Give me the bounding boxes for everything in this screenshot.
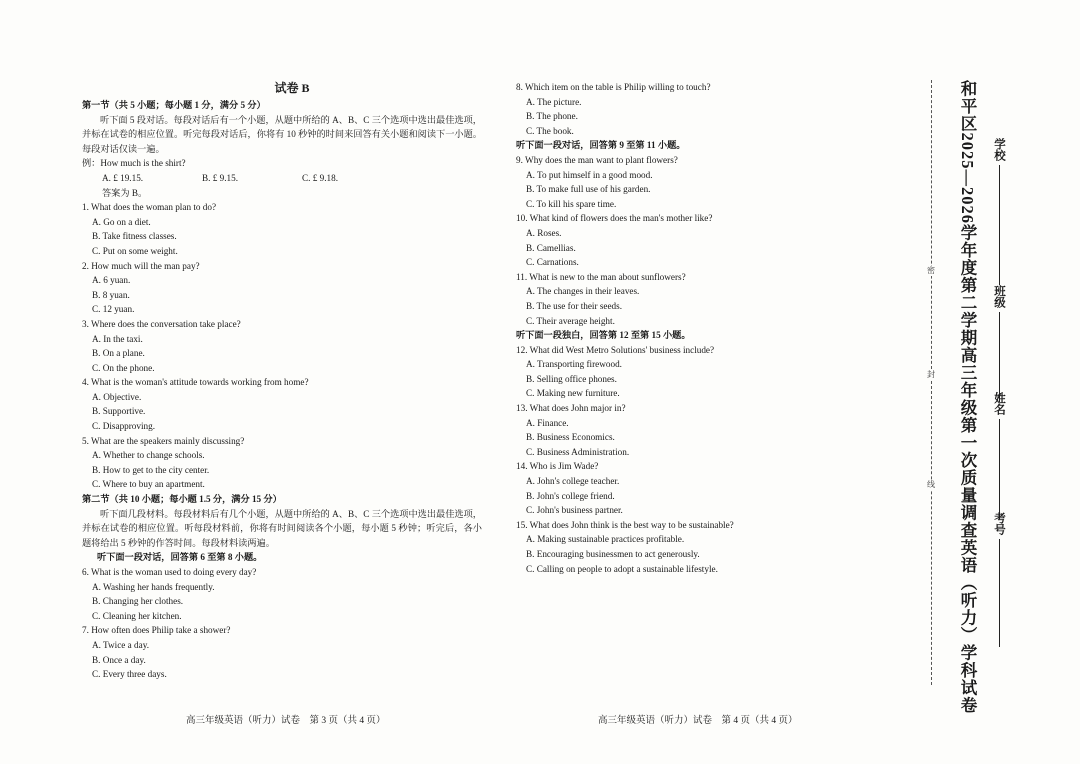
- q9-option-c: C. To kill his spare time.: [526, 198, 617, 209]
- example-options: [82, 171, 482, 186]
- school-field: [993, 138, 1005, 285]
- paper-title: 试卷 B: [274, 81, 310, 95]
- section2-heading: 第二节（共 10 小题；每小题 1.5 分，满分 15 分）: [82, 494, 282, 505]
- question-15: 15. What does John think is the best way to be sustainable?: [516, 519, 734, 530]
- section1-heading: 第一节（共 5 小题；每小题 1 分，满分 5 分）: [82, 100, 266, 110]
- q14-option-c: C. John's business partner.: [526, 505, 623, 516]
- seal-mark-feng: 封: [927, 370, 935, 379]
- example-option-a: A. £ 19.15.: [102, 172, 144, 183]
- q1-option-c: C. Put on some weight.: [92, 245, 178, 256]
- middle-column: [516, 80, 846, 576]
- q5-option-a: A. Whether to change schools.: [92, 450, 205, 461]
- q2-option-b: B. 8 yuan.: [92, 289, 130, 300]
- q7-option-c: C. Every three days.: [92, 669, 167, 680]
- q14-option-a: A. John's college teacher.: [526, 476, 620, 487]
- school-blank[interactable]: [999, 165, 1000, 285]
- q10-option-b: B. Camellias.: [526, 242, 576, 253]
- question-12: 12. What did West Metro Solutions' business include?: [516, 344, 715, 355]
- q12-option-a: A. Transporting firewood.: [526, 359, 622, 370]
- q12-option-c: C. Making new furniture.: [526, 388, 620, 399]
- section2-instructions: 听下面几段材料。每段材料后有几个小题，从题中所给的 A、B、C 三个选项中选出最佳选项，并标在试卷的相应位置。听每段材料前，你将有时间阅读各个小题，每小题 5 秒钟；听完后，各小题将给出 5 秒钟的作答时间。每段材料读两遍。: [82, 508, 482, 548]
- q11-option-c: C. Their average height.: [526, 315, 615, 326]
- dialog-9-11-heading: 听下面一段对话，回答第 9 至第 11 小题。: [516, 140, 686, 151]
- seal-mark-xian: 线: [927, 480, 935, 489]
- question-2: 2. How much will the man pay?: [82, 260, 200, 271]
- question-4: 4. What is the woman's attitude towards working from home?: [82, 377, 309, 388]
- question-11: 11. What is new to the man about sunflowers?: [516, 271, 686, 282]
- exam-number-blank[interactable]: [999, 539, 1000, 647]
- page-footer-right: 高三年级英语（听力）试卷 第 4 页（共 4 页）: [598, 716, 798, 726]
- question-13: 13. What does John major in?: [516, 403, 626, 414]
- question-9: 9. Why does the man want to plant flowers?: [516, 154, 678, 165]
- q3-option-c: C. On the phone.: [92, 362, 155, 373]
- q15-option-a: A. Making sustainable practices profitable.: [526, 534, 685, 545]
- question-7: 7. How often does Philip take a shower?: [82, 625, 231, 636]
- class-label: 班级: [993, 285, 1005, 308]
- exam-title-vertical: 和平区2025—2026学年度第二学期高三年级第一次质量调查英语（听力）学科试卷: [958, 80, 977, 714]
- q15-option-b: B. Encouraging businessmen to act generously.: [526, 549, 700, 559]
- name-label: 姓名: [993, 392, 1005, 415]
- example-option-b: B. £ 9.15.: [202, 172, 238, 183]
- q9-option-b: B. To make full use of his garden.: [526, 184, 651, 195]
- q1-option-b: B. Take fitness classes.: [92, 231, 177, 242]
- q9-option-a: A. To put himself in a good mood.: [526, 169, 653, 180]
- dialog-6-8-heading: 听下面一段对话，回答第 6 至第 8 小题。: [97, 552, 263, 563]
- left-column: [82, 80, 482, 682]
- q1-option-a: A. Go on a diet.: [92, 216, 151, 227]
- q11-option-a: A. The changes in their leaves.: [526, 286, 640, 297]
- q12-option-b: B. Selling office phones.: [526, 373, 617, 384]
- q6-option-c: C. Cleaning her kitchen.: [92, 610, 182, 621]
- name-field: [993, 392, 1005, 519]
- exam-number-label: 考号: [993, 512, 1005, 535]
- example-question: 例：How much is the shirt?: [82, 158, 186, 169]
- seal-mark-mi: 密: [927, 266, 935, 275]
- q4-option-c: C. Disapproving.: [92, 421, 156, 432]
- question-3: 3. Where does the conversation take place?: [82, 318, 241, 329]
- q4-option-a: A. Objective.: [92, 391, 142, 402]
- q4-option-b: B. Supportive.: [92, 406, 146, 417]
- q5-option-c: C. Where to buy an apartment.: [92, 479, 205, 490]
- q3-option-a: A. In the taxi.: [92, 333, 143, 344]
- school-label: 学校: [993, 138, 1005, 161]
- q3-option-b: B. On a plane.: [92, 348, 145, 359]
- question-5: 5. What are the speakers mainly discussing?: [82, 435, 245, 446]
- q7-option-b: B. Once a day.: [92, 654, 146, 665]
- q5-option-b: B. How to get to the city center.: [92, 464, 210, 475]
- example-option-c: C. £ 9.18.: [302, 172, 338, 183]
- q2-option-c: C. 12 yuan.: [92, 304, 135, 315]
- q7-option-a: A. Twice a day.: [92, 639, 150, 650]
- q10-option-c: C. Carnations.: [526, 257, 579, 268]
- q13-option-c: C. Business Administration.: [526, 446, 630, 457]
- q8-option-c: C. The book.: [526, 125, 574, 136]
- name-blank[interactable]: [999, 419, 1000, 519]
- q8-option-b: B. The phone.: [526, 111, 578, 122]
- question-1: 1. What does the woman plan to do?: [82, 202, 217, 213]
- q13-option-a: A. Finance.: [526, 417, 569, 428]
- q10-option-a: A. Roses.: [526, 227, 562, 238]
- question-6: 6. What is the woman used to doing every day?: [82, 567, 257, 577]
- binding-dashed-line: [931, 80, 932, 685]
- question-8: 8. Which item on the table is Philip willing to touch?: [516, 82, 711, 92]
- q13-option-b: B. Business Economics.: [526, 432, 615, 443]
- q2-option-a: A. 6 yuan.: [92, 275, 131, 286]
- question-14: 14. Who is Jim Wade?: [516, 461, 599, 472]
- class-field: [993, 285, 1005, 402]
- q14-option-b: B. John's college friend.: [526, 490, 615, 501]
- page-footer-left: 高三年级英语（听力）试卷 第 3 页（共 4 页）: [186, 716, 386, 726]
- q8-option-a: A. The picture.: [526, 96, 582, 107]
- question-10: 10. What kind of flowers does the man's mother like?: [516, 213, 713, 224]
- q15-option-c: C. Calling on people to adopt a sustainable lifestyle.: [526, 563, 718, 574]
- example-answer: 答案为 B。: [102, 187, 148, 198]
- class-blank[interactable]: [999, 312, 1000, 402]
- q11-option-b: B. The use for their seeds.: [526, 300, 623, 311]
- monologue-12-15-heading: 听下面一段独白，回答第 12 至第 15 小题。: [516, 330, 691, 341]
- exam-number-field: [993, 512, 1005, 647]
- q6-option-b: B. Changing her clothes.: [92, 596, 184, 607]
- section1-instructions: 听下面 5 段对话。每段对话后有一个小题，从题中所给的 A、B、C 三个选项中选出最佳选项，并标在试卷的相应位置。听完每段对话后，你将有 10 秒钟的时间来回答有关小题和阅读下一小题。每段对话仅读一遍。: [82, 114, 482, 154]
- q6-option-a: A. Washing her hands frequently.: [92, 581, 215, 592]
